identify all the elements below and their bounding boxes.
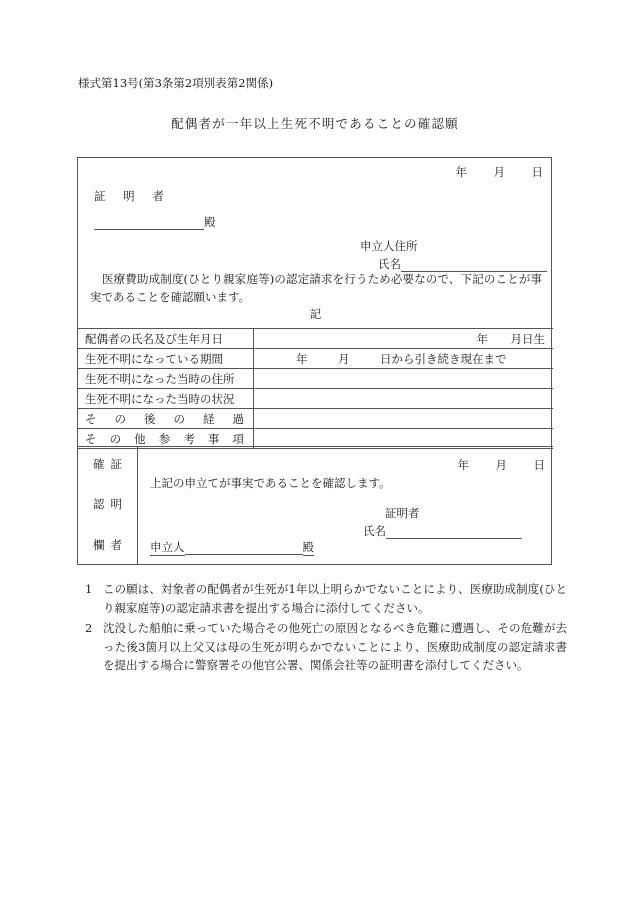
note-number: 1: [85, 582, 93, 596]
month-label-row0: 月: [510, 331, 522, 346]
dono-label-top: 殿: [204, 215, 216, 229]
prover-name-label-bottom: 氏名: [363, 524, 386, 538]
note-text: 沈没した船舶に乗っていた場合その他死亡の原因となるべき危難に遭遇し、その危難が去った後3箇月以上父又は母の生死が明らかでないことにより、医療助成制度の認定請求書を提出する場合に警察署その他官公署、関係会社等の証明書を添付してください。: [103, 621, 567, 672]
row-value[interactable]: [254, 389, 554, 409]
birthdate-fields: [260, 331, 545, 347]
year-label-bottom: 年: [457, 458, 469, 472]
vlabel-char: 者: [110, 537, 122, 552]
day-label-row0: 日生: [522, 331, 545, 346]
applicant-address-label: 申立人住所: [360, 239, 418, 253]
prover-name-rule-bottom[interactable]: [386, 525, 522, 539]
date-line-bottom: [458, 457, 546, 473]
period-fields: [260, 351, 545, 367]
row-value[interactable]: [254, 349, 554, 369]
applicant-label-bottom: 申立人: [150, 540, 185, 554]
main-form-box: [77, 157, 552, 565]
table-row: [78, 349, 553, 369]
prover-signature-block: [363, 505, 522, 539]
vlabel-char: 認: [93, 497, 105, 512]
day-label-bottom: 日: [533, 458, 545, 472]
prover-name-field-bottom[interactable]: [363, 523, 522, 539]
applicant-name-label: 氏名: [378, 257, 401, 271]
confirmation-vertical-labels: [78, 447, 138, 565]
prover-name-rule[interactable]: [94, 216, 204, 230]
date-line-top: [456, 164, 544, 180]
table-row: [78, 329, 553, 349]
row-label: 配偶者の氏名及び生年月日: [78, 329, 254, 349]
vertical-label-kakunin-ran: [93, 459, 105, 551]
table-row: [78, 409, 553, 429]
applicant-signature-rule[interactable]: [185, 541, 303, 555]
vlabel-char: 明: [110, 497, 122, 512]
year-label-top: 年: [455, 165, 467, 179]
note-number: 2: [85, 621, 93, 635]
row-label: 生死不明になった当時の状況: [78, 389, 254, 409]
vertical-label-shomeisha: [111, 459, 123, 551]
row-value[interactable]: [254, 409, 554, 429]
table-row: [78, 389, 553, 409]
table-row: [78, 369, 553, 389]
prover-label-top: 証 明 者: [94, 189, 171, 203]
confirmation-body: [138, 447, 553, 565]
vlabel-char: 確: [93, 457, 105, 471]
month-label-row1: 月: [338, 351, 350, 366]
applicant-info-block: [358, 238, 547, 272]
month-label-bottom: 月: [495, 458, 507, 472]
month-label-top: 月: [493, 165, 505, 179]
notes-section: [77, 580, 567, 677]
confirmation-sentence: 上記の申立てが事実であることを確認します。: [150, 476, 391, 490]
confirmation-section: [78, 446, 553, 565]
applicant-signature-field[interactable]: [150, 539, 314, 555]
note-item: [77, 619, 567, 675]
year-label-row0: 年: [476, 331, 488, 346]
note-item: [77, 580, 567, 617]
vlabel-char: 欄: [93, 537, 105, 552]
day-label-top: 日: [531, 165, 543, 179]
row-value[interactable]: [254, 369, 554, 389]
row-label: 生死不明になった当時の住所: [78, 369, 254, 389]
year-label-row1: 年: [296, 351, 308, 366]
note-text: この願は、対象者の配偶者が生死が1年以上明らかでないことにより、医療助成制度(ひとり親家庭等)の認定請求書を提出する場合に添付してください。: [103, 582, 567, 615]
period-suffix: 日から引き続き現在まで: [380, 351, 507, 366]
details-table: [78, 328, 553, 449]
ki-marker: 記: [309, 307, 322, 321]
row-value[interactable]: [254, 329, 554, 349]
row-label: その他参考事項: [78, 429, 254, 449]
vlabel-char: 証: [110, 457, 122, 471]
prover-label-bottom: 証明者: [385, 506, 420, 520]
dono-label-bottom: 殿: [302, 540, 314, 554]
body-paragraph: 医療費助成制度(ひとり親家庭等)の認定請求を行うため必要なので、下記のことが事実であることを確認願います。: [90, 272, 542, 304]
page-title: 配偶者が一年以上生死不明であることの確認願: [171, 116, 459, 131]
prover-name-field[interactable]: [94, 214, 249, 230]
form-number: 様式第13号(第3条第2項別表第2関係): [78, 76, 274, 90]
row-label: 生死不明になっている期間: [78, 349, 254, 369]
row-label: その後の経過: [78, 409, 254, 429]
